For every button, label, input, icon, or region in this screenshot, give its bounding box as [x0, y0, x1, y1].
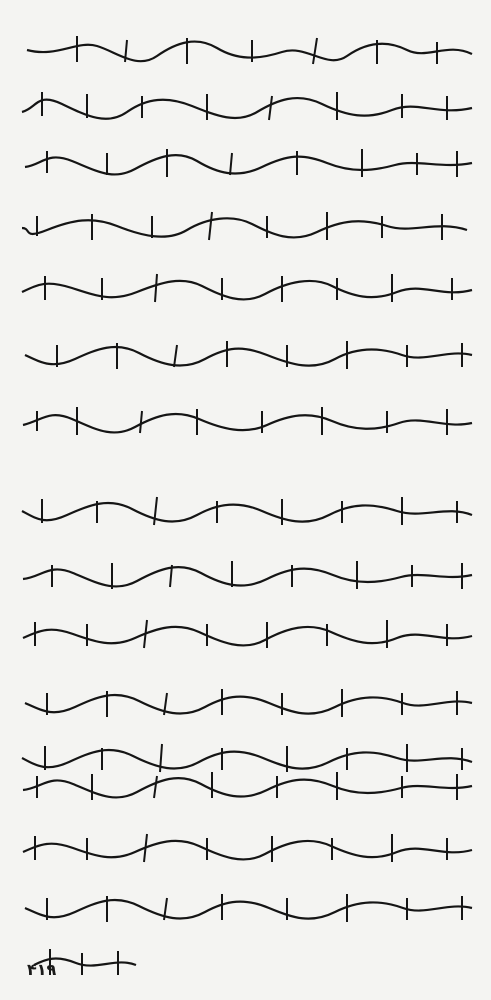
handwritten-line-3	[17, 135, 477, 189]
handwritten-line-4	[17, 198, 477, 252]
handwritten-line-9	[17, 547, 477, 601]
handwritten-line-2	[17, 78, 477, 132]
handwritten-line-14	[17, 820, 477, 874]
handwritten-line-1	[17, 22, 477, 76]
handwritten-line-15	[17, 880, 477, 934]
handwritten-line-8	[17, 483, 477, 537]
handwritten-line-11	[17, 675, 477, 729]
handwritten-line-5	[17, 260, 477, 314]
handwritten-line-7	[17, 393, 477, 447]
handwritten-line-10	[17, 606, 477, 660]
handwritten-line-13	[17, 758, 477, 812]
page-number: ۴۱۹	[27, 960, 57, 979]
handwritten-line-6	[17, 327, 477, 381]
